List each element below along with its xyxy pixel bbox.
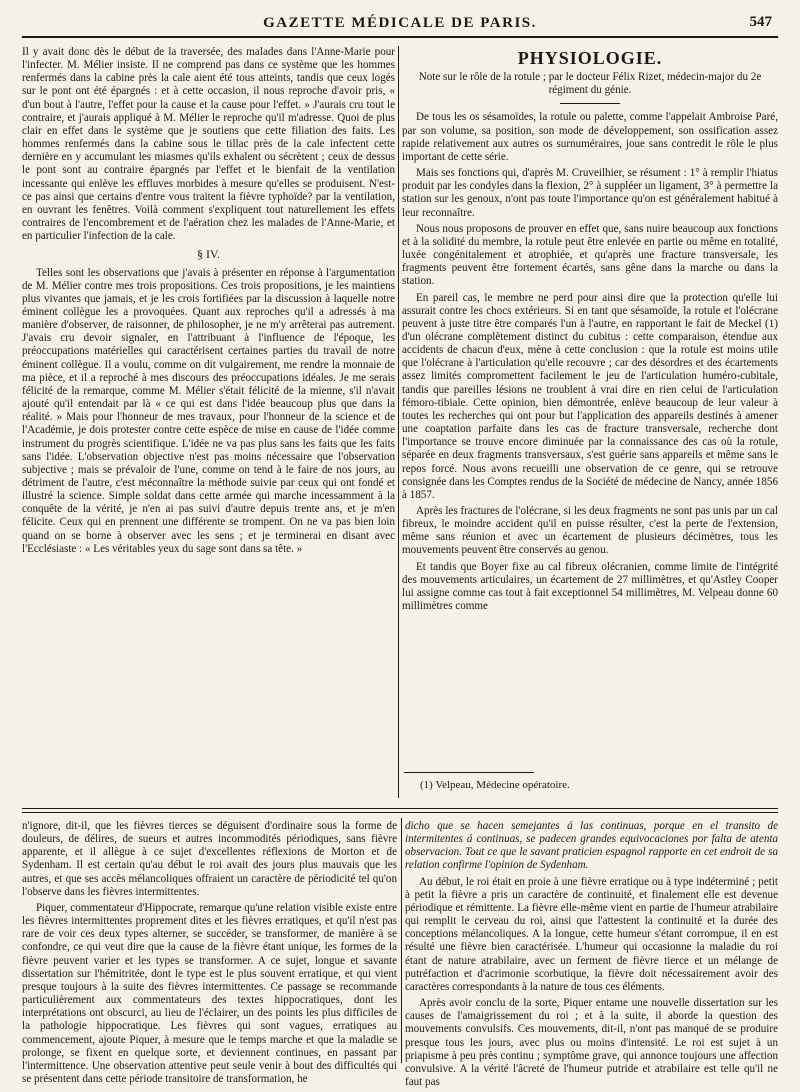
footnote-rule [404, 772, 534, 773]
article-note: Note sur le rôle de la rotule ; par le docteur Félix Rizet, médecin-major du 2e régiment du génie. [418, 71, 762, 97]
right-paragraph-2: Mais ses fonctions qui, d'après M. Cruveilhier, se résument : 1° à remplir l'hiatus produit par les condyles dans la flexion, 2° à suppléer un ligament, 3° à permettre la station sur les genoux, n'ont pas toute l'importance qu'on est généralement habitué à leur reconnaître. [402, 167, 778, 219]
lower-right-paragraph-1: dicho que se hacen semejantes á las continuas, porque en el transito de intermitentes á continuas, se padecen grandes equivocaciones por falta de atenta observacion. Tout ce que le savant praticien espagnol rapporte en cet endroit de sa relation confirme l'opinion de Sydenham. [405, 820, 778, 872]
left-column [22, 46, 395, 559]
lower-right-column [405, 820, 778, 1092]
journal-title: GAZETTE MÉDICALE DE PARIS. [263, 15, 537, 31]
right-paragraph-3: Nous nous proposons de prouver en effet que, sans nuire beaucoup aux fonctions et à la solidité du membre, la rotule peut être enlevée en partie ou même en totalité, luxée congénitalement et atrophiée, et qu'après une fracture transversale, les fragments peuvent être fortement écartés, sans gêne dans la marche ou dans la station. [402, 222, 778, 288]
section-title: PHYSIOLOGIE. [517, 48, 663, 68]
left-paragraph-2: Telles sont les observations que j'avais à présenter en réponse à l'argumentation de M. Mélier contre mes trois propositions. Ces trois propositions, je les maintiens plus vivantes que jamais, et je les crois fortifiées par la discussion à laquelle notre éminent collègue les a provoquées. Quant aux reproches qu'il a adressés à ma manière d'observer, de raisonner, de philosopher, je ne m'y arrêterai pas autrement. J'avais cru devoir signaler, en l'attribuant à l'influence de l'époque, les préoccupations matérielles qui caractérisent certaines parties du travail de notre éminent collègue. Il a voulu, comme on dit vulgairement, me rendre la monnaie de ma pièce, et il a reproché à mes discours des préoccupations idéales. Je me serais félicité de la remarque, comme M. Mélier s'était félicité de la mienne, s'il n'avait ajouté qu'il entendait par là « ce qui est dans l'idée beaucoup plus que dans la réalité. » Mais pour l'honneur de mes travaux, pour l'honneur de la science et de l'Académie, je dois protester contre cette espèce de mise en cause de l'idée comme instrument du progrès scientifique. L'idée ne va pas plus sans les faits que les faits sans l'idée. L'observation objective n'est pas moins nécessaire que l'observation subjective ; mais se prévaloir de l'une, comme on tend à le faire de nos jours, au détriment de l'autre, c'est méconnaître la méthode suivie par ceux qui ont fondé et illustré la science. Simple soldat dans cette armée qui marche incessamment à la conquête de la vérité, je n'en ai pas suivi d'autre depuis trente ans, et je m'en félicite. Ceux qui en prennent une différente se trompent. On ne va pas bien loin quand on se borne à observer avec les sens ; et je terminerai en disant avec l'Ecclésiaste : « Les véritables yeux du sage sont dans sa tête. » [22, 266, 395, 555]
page-divider [22, 808, 778, 813]
right-paragraph-1: De tous les os sésamoïdes, la rotule ou palette, comme l'appelait Ambroise Paré, par son volume, sa position, son mode de développement, son ossification assez rapide relativement aux autres os surnuméraires, joue sans contredit le rôle le plus important de cette série. [402, 111, 778, 163]
article-rule [560, 103, 620, 104]
right-column [402, 46, 778, 616]
page-header [22, 14, 778, 38]
right-paragraph-5: Après les fractures de l'olécrane, si les deux fragments ne sont pas unis par un cal fibreux, le moindre accident qu'il en puisse résulter, c'est la perte de l'extension, même sans réunion et avec un écartement de plusieurs décimètres, tous les mouvements peuvent être conservés au genou. [402, 505, 778, 557]
left-paragraph-1: Il y avait donc dès le début de la traversée, des malades dans l'Anne-Marie pour l'infecter. M. Mélier insiste. Il ne comprend pas dans ce système que les hommes renfermés dans la cabine près la cale aient été tous atteints, tandis que ceux logés sur le pont ont été épargnés : et à cette occasion, il nous reproche d'avoir pris, « d'un bout à l'autre, l'effet pour la cause et la cause pour l'effet. » J'aurais cru tout le contraire, et j'aurais appliqué à M. Mélier le reproche qu'il m'adresse. Quoi de plus clair en effet dans le système que je soutiens que cette filiation des faits. Les hommes renfermés dans la cabine sous le tillac près de la cale infectent cette dernière en y accumulant les miasmes qu'ils exhalent ou sécrètent ; ceux de dessus le pont sont au contraire épargnés par l'effet et le bienfait de la ventilation incessante qui enlève les effluves morbides à mesure qu'elles se produisent. N'est-ce pas ainsi que certains d'entre vous traitent la fièvre typhoïde? par la ventilation, en ouvrant les fenêtres. Voilà comment s'expliquent tout naturellement les effets contraires de l'encombrement et de l'aération chez les malades de l'Anne-Marie, et en particulier l'infection de la cale. [22, 46, 395, 243]
lower-column-rule [401, 818, 402, 1063]
footnote: (1) Velpeau, Médecine opératoire. [420, 779, 570, 791]
lower-left-paragraph-1: n'ignore, dit-il, que les fièvres tierces se déguisent d'ordinaire sous la forme de douleurs, de délires, de sueurs et autres incommodités périodiques, sans fièvre apparente, et il allègue à ce sujet d'excellentes réflexions de Morton et de Sydenham. Il est certain qu'au début le roi avait des jours plus mauvais que les autres, et que ses accès mélancoliques offraient un caractère de périodicité tel qu'on l'observe dans les fièvres intermittentes. [22, 820, 397, 898]
right-paragraph-4: En pareil cas, le membre ne perd pour ainsi dire que la protection qu'elle lui assurait contre les chocs extérieurs. Si en tant que sésamoïde, la rotule et l'olécrane peuvent à juste titre être comparés l'un à l'autre, en rapportant le fait de Meckel (1) d'un olécrane complètement distinct du cubitus : cette comparaison, étendue aux accidents de chacun d'eux, mène à cette conclusion : que la rotule est moins utile que l'olécrane à l'articulation qu'elle recouvre ; car des désordres et des écartements assez limités compromettent facilement le jeu de l'articulation huméro-cubitale, tandis que pareilles lésions ne troublent à vrai dire en rien celui de l'articulation fémoro-tibiale. Cette opinion, bien démontrée, enlève beaucoup de leur valeur à toutes les recherches qui ont pour but l'application des appareils destinés à amener une coaptation parfaite dans les cas de fracture transversale, recherche dont l'importance se trouve encore diminuée par la connaissance des cas où la rotule, séparée en deux fragments transversaux, s'est guérie sans appareils et même sans le repos forcé. Nous avons recueilli une observation de ce genre, qui se retrouve consignée dans les Comptes rendus de la Société de médecine de Nancy, année 1856 à 1857. [402, 291, 778, 501]
section-heading: § IV. [196, 247, 221, 262]
lower-left-column [22, 820, 397, 1089]
lower-left-paragraph-2: Piquer, commentateur d'Hippocrate, remarque qu'une relation visible existe entre les fièvres intermittentes proprement dites et les fièvres erratiques, et qu'il n'est pas rare de voir ces deux types alterner, se succéder, se transformer, de manière à se confondre, ce qui veut dire que la cause de la fièvre étant unique, les formes de la fièvre peuvent varier et les types se transformer. A ce sujet, longue et savante dissertation sur l'hémitritée, dont le type est le plus souvent erratique, et qui vient presque toujours à la suite des fièvres intermittentes. Ce passage se recommande particulièrement aux commentateurs des textes hippocratiques, dont les interprétations ont obscurci, au lieu de l'éclairer, un des points les plus difficiles de la pathologie hippocratique. Les fièvres qui sont vagues, erratiques au commencement, ajoute Piquer, à mesure que le temps marche et que la maladie se prolonge, se fixent en quelque sorte, et deviennent continues, en passant par l'intermittence. Une observation attentive peut seule venir à bout des difficultés qui se présentent dans cette période transitoire de transformation, he [22, 901, 397, 1085]
right-paragraph-6: Et tandis que Boyer fixe au cal fibreux olécranien, comme limite de l'intégrité des mouvements articulaires, un écartement de 27 millimètres, et qu'Astley Cooper lui assigne comme cas tout à fait exceptionnel 54 millimètres, M. Velpeau donne 60 millimètres comme [402, 560, 778, 613]
column-rule [398, 46, 399, 798]
lower-right-paragraph-2: Au début, le roi était en proie à une fièvre erratique ou à type indéterminé ; petit à petit la fièvre a pris un caractère de continuité, et finalement elle est devenue périodique et rémittente. La fièvre elle-même vient en partie de l'humeur atrabilaire qui remplit le cerveau du roi, ainsi que l'attestent la continuité et la durée des conceptions mélancoliques. A la longue, cette humeur s'étant corrompue, il en est résulté une fièvre bien caractérisée. L'humeur qui occasionne la maladie du roi étant de nature atrabilaire, avec un ferment de fièvre tierce et un mélange de putréfaction et d'acrimonie scorbutique, la fièvre doit nécessairement avoir des caractères correspondants à la nature de tous ces éléments. [405, 875, 778, 993]
page-number: 547 [749, 14, 772, 30]
lower-right-paragraph-3: Après avoir conclu de la sorte, Piquer entame une nouvelle dissertation sur les causes de l'amaigrissement du roi ; et à la suite, il aborde la question des mouvements convulsifs. Ces mouvements, dit-il, n'ont pas manqué de se produire presque tous les jours, avec plus ou moins d'intensité. Le roi est sujet à un priapisme à peu près continu ; symptôme grave, qui annonce toujours une affection convulsive. A la vérité l'âcreté de l'humeur putride et atrabilaire est telle qu'il ne faut pas [405, 997, 778, 1088]
